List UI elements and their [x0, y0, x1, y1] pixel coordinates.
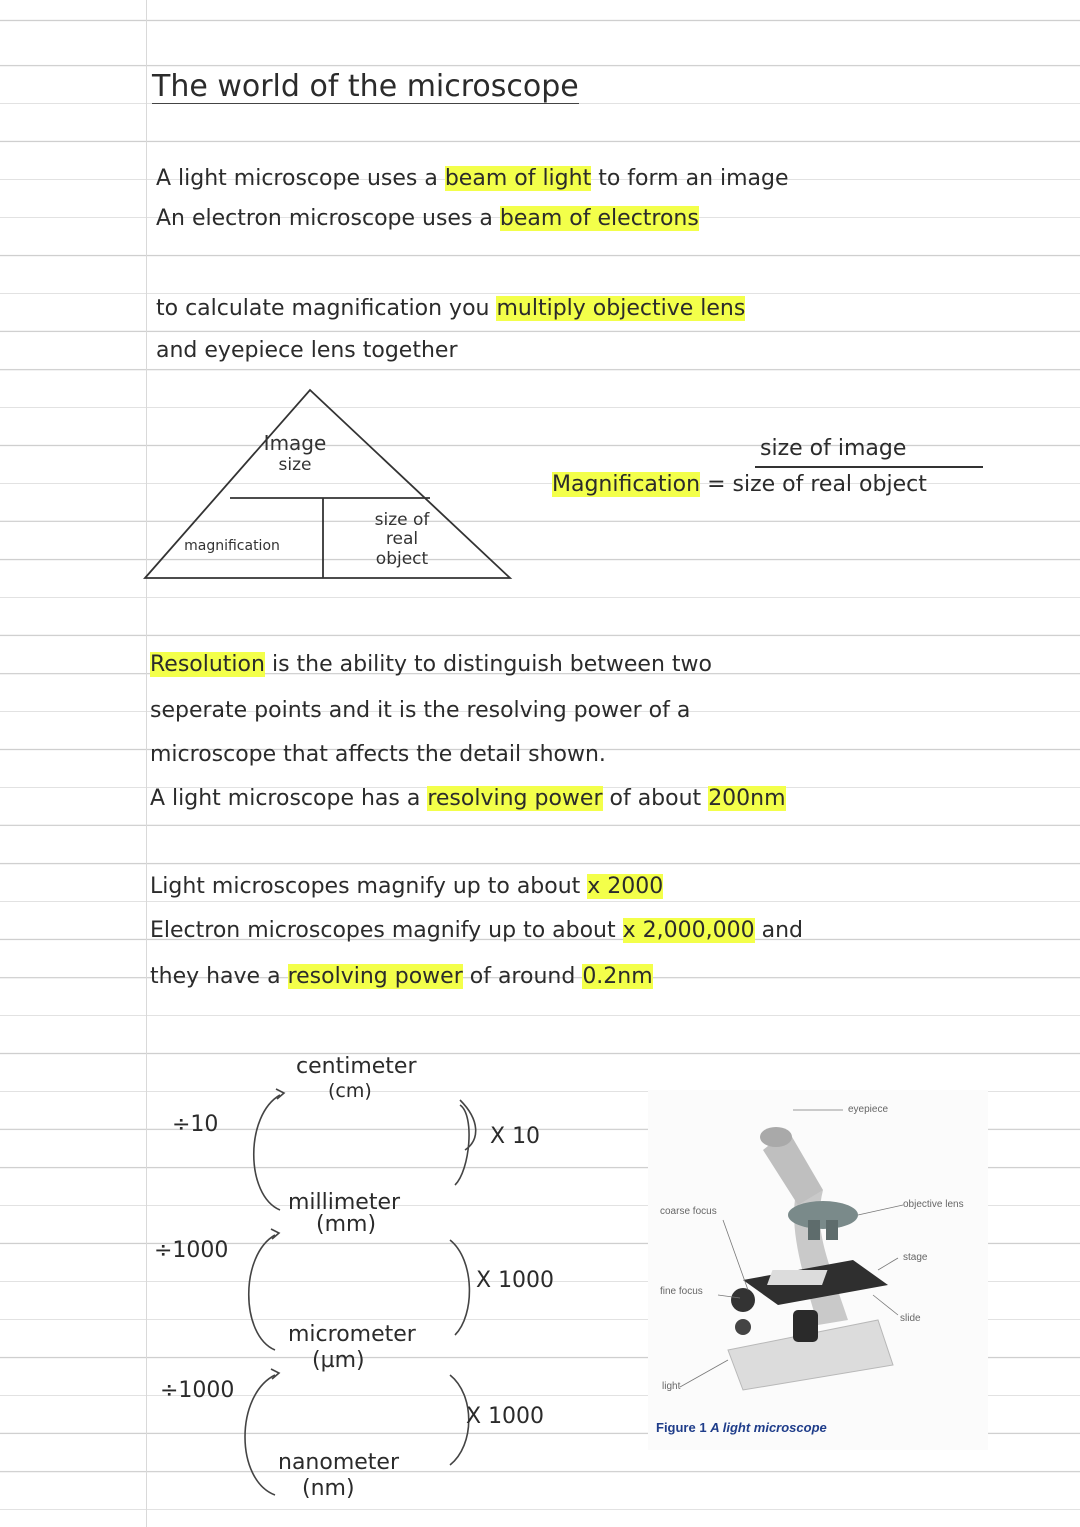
resolution-line-4	[150, 788, 786, 810]
formula-row	[552, 474, 927, 496]
margin-line	[146, 0, 147, 1527]
magnify-line-2-start: Electron microscopes magnify up to about	[150, 918, 616, 943]
resolution-line-1	[150, 654, 712, 676]
magnification-line-1	[156, 298, 745, 320]
formula-fraction-bar	[755, 466, 983, 468]
resolution-line-4-start: A light microscope has a	[150, 786, 421, 811]
resolution-line-4-middle: of about	[609, 786, 702, 811]
magnify-line-3-highlight-1: resolving power	[287, 964, 463, 989]
unit-nanometer-name: nanometer	[278, 1450, 399, 1475]
triangle-right-line-3: object	[375, 549, 429, 569]
convert-divide-1000-a: ÷1000	[154, 1238, 229, 1263]
magnify-line-1-start: Light microscopes magnify up to about	[150, 874, 581, 899]
magnify-line-3-middle: of around	[469, 964, 576, 989]
triangle-right-line-2: real	[385, 529, 419, 549]
intro-line-1	[156, 168, 789, 190]
convert-multiply-1000-b: X 1000	[466, 1404, 545, 1429]
triangle-left-label: magnification	[184, 538, 280, 554]
label-stage: stage	[903, 1252, 928, 1263]
page-title: The world of the microscope	[152, 69, 579, 104]
microscope-illustration	[648, 1090, 988, 1450]
intro-line-1-highlight: beam of light	[444, 166, 592, 191]
formula-equals: =	[707, 472, 726, 497]
unit-millimeter-abbr: (mm)	[316, 1212, 377, 1237]
unit-centimeter-abbr: (cm)	[328, 1080, 372, 1102]
formula-denominator: size of real object	[732, 472, 927, 497]
triangle-top-line-2: size	[278, 455, 312, 475]
resolution-term: Resolution	[150, 652, 265, 677]
magnify-line-3-highlight-2: 0.2nm	[582, 964, 653, 989]
resolution-line-3: microscope that affects the detail shown.	[150, 742, 606, 767]
magnify-line-2-end: and	[761, 918, 803, 943]
label-fine-focus: fine focus	[660, 1286, 703, 1297]
magnification-triangle	[140, 380, 520, 585]
triangle-right-line-1: size of	[374, 510, 430, 530]
convert-divide-10: ÷10	[172, 1112, 219, 1137]
magnify-line-1-highlight: x 2000	[587, 874, 664, 899]
magnify-line-1	[150, 876, 663, 898]
intro-line-2	[156, 208, 699, 230]
resolution-line-4-highlight-2: 200nm	[708, 786, 786, 811]
label-eyepiece: eyepiece	[848, 1104, 889, 1115]
magnify-line-3-start: they have a	[150, 964, 281, 989]
magnification-line-2: and eyepiece lens together	[156, 338, 458, 363]
resolution-line-2: seperate points and it is the resolving power of a	[150, 698, 691, 723]
label-coarse-focus: coarse focus	[660, 1206, 717, 1217]
unit-micrometer-abbr: (µm)	[312, 1348, 365, 1373]
figure-caption-text: A light microscope	[710, 1420, 827, 1435]
figure-caption-number: Figure 1	[656, 1420, 707, 1435]
figure-caption	[656, 1420, 827, 1435]
unit-centimeter-name: centimeter	[296, 1054, 417, 1079]
resolution-line-4-highlight-1: resolving power	[427, 786, 603, 811]
magnification-line-1-start: to calculate magnification you	[156, 296, 490, 321]
magnify-line-2	[150, 920, 803, 942]
triangle-top-line-1: Image	[263, 431, 327, 455]
label-slide: slide	[900, 1313, 921, 1324]
magnify-line-3	[150, 966, 653, 988]
intro-line-1-end: to form an image	[598, 166, 789, 191]
label-light: light	[662, 1381, 681, 1392]
convert-divide-1000-b: ÷1000	[160, 1378, 235, 1403]
convert-multiply-1000-a: X 1000	[476, 1268, 555, 1293]
resolution-line-1-rest: is the ability to distinguish between two	[271, 652, 712, 677]
magnify-line-2-highlight: x 2,000,000	[622, 918, 755, 943]
microscope-figure	[648, 1090, 988, 1450]
intro-line-2-highlight: beam of electrons	[499, 206, 699, 231]
label-objective-lens: objective lens	[903, 1199, 964, 1210]
intro-line-1-start: A light microscope uses a	[156, 166, 438, 191]
formula-numerator: size of image	[760, 436, 907, 461]
magnification-line-1-highlight: multiply objective lens	[496, 296, 746, 321]
unit-micrometer-name: micrometer	[288, 1322, 416, 1347]
unit-millimeter-name: millimeter	[288, 1190, 401, 1215]
unit-nanometer-abbr: (nm)	[302, 1476, 355, 1501]
intro-line-2-start: An electron microscope uses a	[156, 206, 493, 231]
convert-multiply-10: X 10	[490, 1124, 541, 1149]
formula-label: Magnification	[552, 472, 701, 497]
